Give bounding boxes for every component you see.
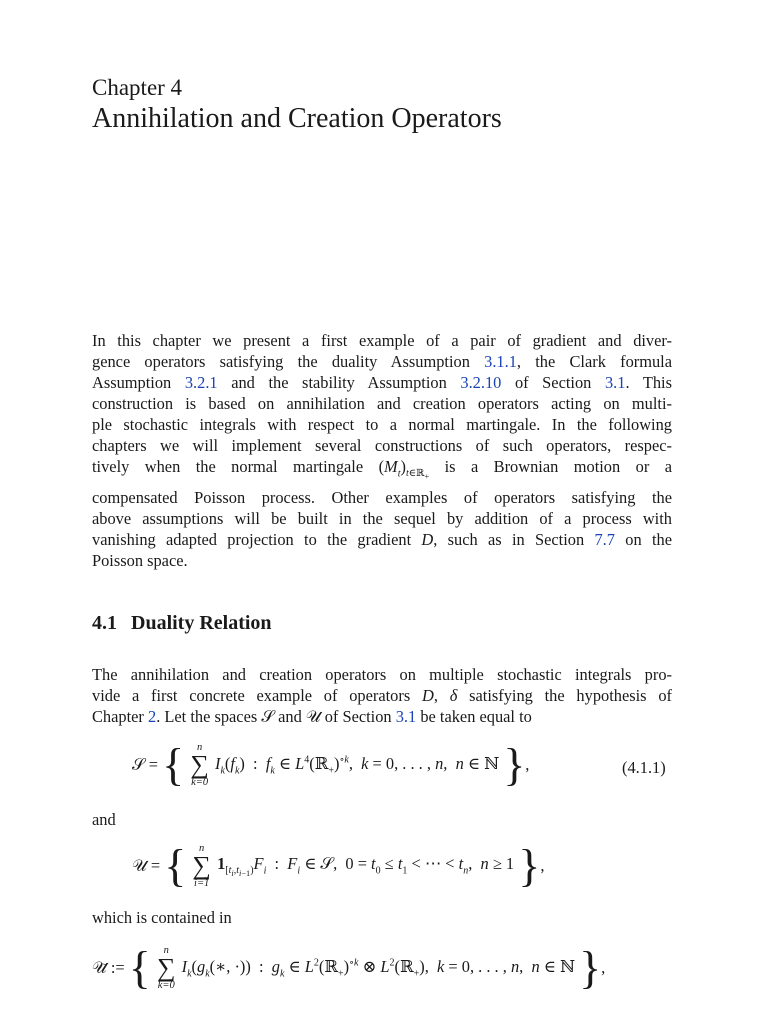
- ref-link[interactable]: 2: [147, 707, 157, 726]
- ref-link[interactable]: 3.1: [604, 373, 626, 392]
- intro-line: gence operators satisfying the duality Assumption 3.1.1, the Clark formula: [92, 352, 673, 371]
- ref-link[interactable]: 3.1: [395, 707, 417, 726]
- intro-line: chapters we will implement several constructions of such operators, respec-: [92, 436, 672, 455]
- section-number: 4.1: [92, 612, 117, 634]
- intro-line: ple stochastic integrals with respect to a normal martingale. In the following: [92, 415, 672, 434]
- ref-link[interactable]: 3.1.1: [484, 352, 517, 371]
- section-title: Duality Relation: [131, 612, 272, 634]
- intro-paragraph: [92, 330, 672, 571]
- section-heading: [92, 612, 272, 635]
- chapter-label: Chapter 4: [92, 75, 183, 100]
- intro-line: Poisson space.: [92, 551, 188, 571]
- section-line: vide a first concrete example of operators D, δ satisfying the hypothesis of: [92, 686, 672, 705]
- equation-u-tilde: 𝒰̃ := { n ∑ k=0 $I_k(g_k(∗$, ·)) : $g_k$ ∈ $L^2(ℝ_+)^{\circ k}$ ⊗ $L^2(ℝ_+)$, k = 0, . . . , n, n ∈ ℕ },: [92, 942, 606, 993]
- intro-line: vanishing adapted projection to the gradient D, such as in Section 7.7 on the: [92, 530, 672, 550]
- section-line: The annihilation and creation operators on multiple stochastic integrals pro-: [92, 665, 672, 684]
- intro-line: Assumption 3.2.1 and the stability Assumption 3.2.10 of Section 3.1. This: [92, 373, 672, 392]
- and-word: and: [92, 810, 116, 829]
- ref-link[interactable]: 3.2.1: [184, 373, 218, 392]
- ref-link[interactable]: 3.2.10: [460, 373, 502, 392]
- equation-4-1-1: 𝒮 = { n ∑ k=0 $I_k(f_k)$ : $f_k$ ∈ $L^4(ℝ_+)^{\circ k}$, k = 0, . . . , n, n ∈ ℕ },: [132, 739, 530, 790]
- intro-line: compensated Poisson process. Other examples of operators satisfying the: [92, 488, 672, 508]
- which-contained-text: which is contained in: [92, 908, 232, 927]
- intro-line: construction is based on annihilation and creation operators acting on multi-: [92, 394, 672, 413]
- intro-line: above assumptions will be built in the sequel by addition of a process with: [92, 509, 672, 529]
- section-paragraph: [92, 664, 672, 727]
- ref-link[interactable]: 7.7: [594, 530, 615, 550]
- chapter-title: Annihilation and Creation Operators: [92, 103, 502, 134]
- equation-u: 𝒰 = { n ∑ i=1 $1_{[t_i,t_{i-1})}F_i$ : $F_i$ ∈ 𝒮, $0 = t_0 \le t_1$ < ⋯ < $t_n$, n ≥ 1 },: [132, 840, 545, 891]
- section-line: Chapter 2. Let the spaces 𝒮 and 𝒰 of Section 3.1 be taken equal to: [92, 707, 532, 726]
- equation-number: (4.1.1): [622, 758, 666, 777]
- intro-line: In this chapter we present a first example of a pair of gradient and diver-: [92, 331, 672, 350]
- intro-line: tively when the normal martingale $(M_t)_{t\in ℝ_+}$ is a Brownian motion or a: [92, 457, 673, 482]
